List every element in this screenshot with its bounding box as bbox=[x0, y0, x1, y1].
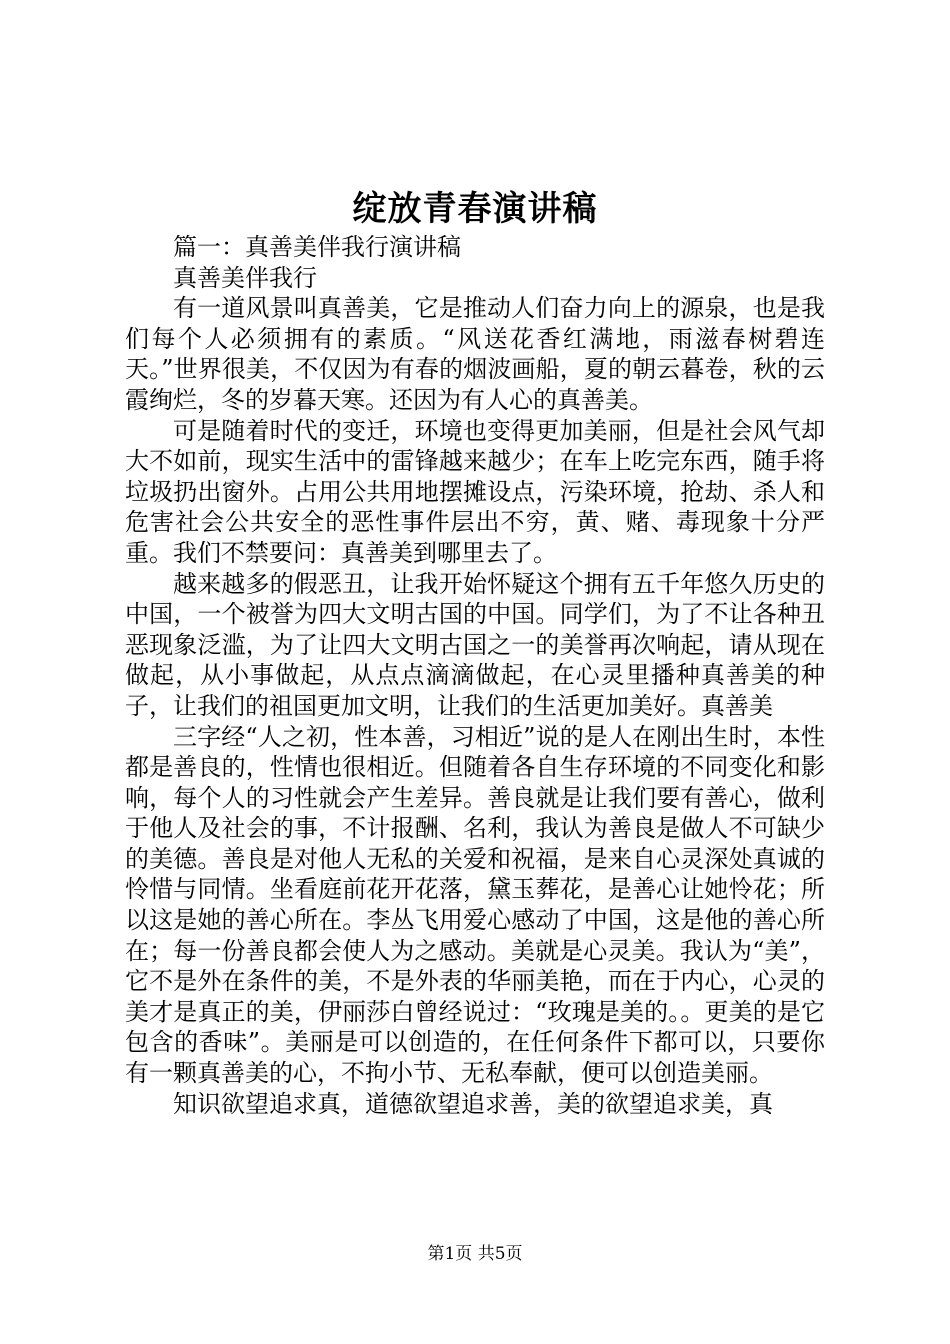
document-title: 绽放青春演讲稿 bbox=[352, 189, 598, 229]
page-footer: 第1页 共5页 bbox=[427, 1244, 523, 1264]
paragraph: 可是随着时代的变迁，环境也变得更加美丽，但是社会风气却大不如前，现实生活中的雷锋越来越少；在车上吃完东西，随手将垃圾扔出窗外。占用公共用地摆摊设点，污染环境，抢劫、杀人和危害社会公共安全的恶性事件层出不穷，黄、赌、毒现象十分严重。我们不禁要问：真善美到哪里去了。 bbox=[125, 416, 825, 567]
paragraph-subtitle: 真善美伴我行 bbox=[173, 263, 317, 292]
paragraph: 三字经“人之初，性本善，习相近”说的是人在刚出生时，本性都是善良的，性情也很相近。但随着各自生存环境的不同变化和影响，每个人的习性就会产生差异。善良就是让我们要有善心，做利于他人及社会的事，不计报酬、名利，我认为善良是做人不可缺少的美德。善良是对他人无私的关爱和祝福，是来自心灵深处真诚的怜惜与同情。坐看庭前花开花落，黛玉葬花，是善心让她怜花；所以这是她的善心所在。李丛飞用爱心感动了中国，这是他的善心所在；每一份善良都会使人为之感动。美就是心灵美。我认为“美”，它不是外在条件的美，不是外表的华丽美艳，而在于内心，心灵的美才是真正的美，伊丽莎白曾经说过：“玫瑰是美的。。更美的是它包含的香味”。美丽是可以创造的，在任何条件下都可以，只要你有一颗真善美的心，不拘小节、无私奉献，便可以创造美丽。 bbox=[125, 722, 825, 1088]
paragraph: 知识欲望追求真，道德欲望追求善，美的欲望追求美，真 bbox=[173, 1089, 773, 1118]
document-body bbox=[125, 232, 825, 1119]
paragraph: 有一道风景叫真善美，它是推动人们奋力向上的源泉，也是我们每个人必须拥有的素质。“风送花香红满地，雨滋春树碧连天。”世界很美，不仅因为有春的烟波画船，夏的朝云暮卷，秋的云霞绚烂，冬的岁暮天寒。还因为有人心的真善美。 bbox=[125, 294, 825, 414]
paragraph: 越来越多的假恶丑，让我开始怀疑这个拥有五千年悠久历史的中国，一个被誉为四大文明古国的中国。同学们，为了不让各种丑恶现象泛滥，为了让四大文明古国之一的美誉再次响起，请从现在做起，从小事做起，从点点滴滴做起，在心灵里播种真善美的种子，让我们的祖国更加文明，让我们的生活更加美好。真善美 bbox=[125, 569, 825, 720]
paragraph-section-heading: 篇一：真善美伴我行演讲稿 bbox=[173, 233, 461, 261]
